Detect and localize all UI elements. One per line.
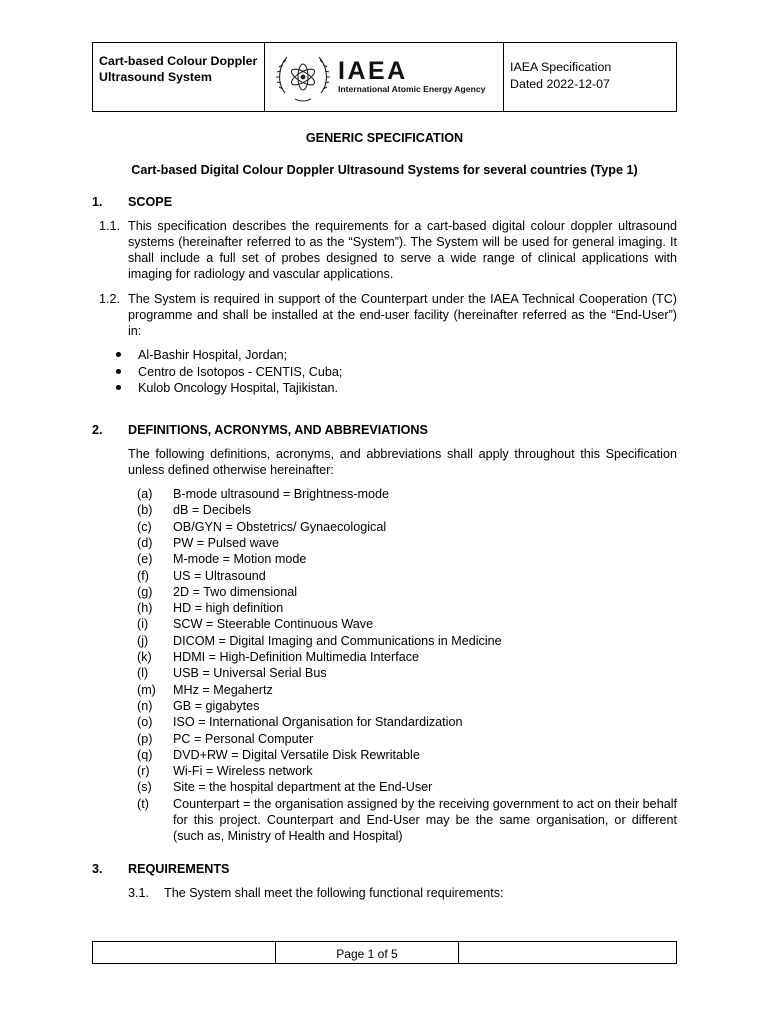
- definition-key: (n): [137, 698, 153, 713]
- definition-text: B-mode ultrasound = Brightness-mode: [173, 487, 389, 501]
- definition-key: (g): [137, 584, 153, 599]
- para-3-1-text: The System shall meet the following functional requirements:: [164, 886, 504, 900]
- definition-text: HD = high definition: [173, 601, 284, 616]
- definition-text: HDMI = High-Definition Multimedia Interface: [173, 650, 420, 664]
- bullet-icon: [116, 369, 121, 374]
- definition-text: Site = the hospital department at the End-User: [173, 780, 433, 795]
- iaea-atom-emblem-icon: [273, 47, 333, 107]
- definition-text: DICOM = Digital Imaging and Communications in Medicine: [173, 633, 502, 648]
- definition-text: dB = Decibels: [173, 503, 252, 518]
- para-1-1-text: This specification describes the requirements for a cart-based digital colour doppler ultrasound systems (hereinafter referred to as the “System”). The System will be used for general imaging. It shall include a full set of probes designed to serve a wide range of clinical applications with imaging for radiology and vascular applications.: [128, 219, 677, 281]
- definition-text: PC = Personal Computer: [173, 731, 314, 746]
- para-1-1-number: 1.1.: [99, 219, 121, 233]
- definition-text: ISO = International Organisation for Standardization: [173, 715, 463, 730]
- para-3-1-number: 3.1.: [128, 886, 150, 900]
- para-1-2-text: The System is required in support of the Counterpart under the IAEA Technical Cooperation (TC) programme and shall be installed at the end-user facility (hereinafter referred as the “End-User”) in:: [128, 292, 677, 338]
- definition-key: (m): [137, 682, 156, 697]
- spec-label: IAEA Specification: [510, 60, 612, 74]
- definition-key: (l): [137, 666, 149, 681]
- definition-text: Wi-Fi = Wireless network: [173, 764, 313, 779]
- footer-cell-left: [93, 942, 276, 963]
- definition-text: MHz = Megahertz: [173, 682, 273, 697]
- definition-key: (o): [137, 715, 153, 730]
- header-table: [92, 42, 677, 112]
- definition-text: DVD+RW = Digital Versatile Disk Rewritable: [173, 747, 420, 762]
- section-2-title: DEFINITIONS, ACRONYMS, AND ABBREVIATIONS: [128, 423, 428, 437]
- bullet-icon: [116, 352, 121, 357]
- section-3-title: REQUIREMENTS: [128, 862, 230, 876]
- header-spec-info: [504, 43, 676, 111]
- section-2-number: 2.: [92, 423, 103, 437]
- generic-spec-title: GENERIC SPECIFICATION: [305, 131, 464, 145]
- definition-key: (q): [137, 747, 153, 762]
- definition-key: (f): [137, 568, 149, 583]
- document-subtitle: Cart-based Digital Colour Doppler Ultrasound Systems for several countries (Type 1): [131, 163, 638, 177]
- section-1-number: 1.: [92, 195, 103, 209]
- logo-wordmark: IAEA: [338, 57, 408, 85]
- definition-key: (b): [137, 503, 153, 518]
- section-1-title: SCOPE: [128, 195, 173, 209]
- definition-text: US = Ultrasound: [173, 568, 266, 583]
- spec-date: Dated 2022-12-07: [510, 77, 610, 91]
- definition-text: USB = Universal Serial Bus: [173, 666, 327, 681]
- page-number: Page 1 of 5: [276, 942, 459, 963]
- definition-text: OB/GYN = Obstetrics/ Gynaecological: [173, 519, 387, 534]
- definition-key: (t): [137, 796, 149, 811]
- definition-text: Counterpart = the organisation assigned by the receiving government to act on their behalf for this project. Counterpart and End-User may be the same organisation, or different (such as, Ministry of Health and Hospital): [173, 796, 677, 843]
- footer-table: [92, 941, 677, 964]
- definition-key: (k): [137, 650, 152, 664]
- site-list-item: Al-Bashir Hospital, Jordan;: [138, 348, 288, 362]
- definition-text: GB = gigabytes: [173, 698, 260, 713]
- definition-text: M-mode = Motion mode: [173, 552, 307, 567]
- bullet-icon: [116, 385, 121, 390]
- definition-key: (j): [137, 633, 149, 648]
- definition-key: (i): [137, 617, 149, 632]
- section-2-intro: The following definitions, acronyms, and abbreviations shall apply throughout this Specification unless defined otherwise hereinafter:: [128, 447, 677, 477]
- header-doc-title: Cart-based Colour Doppler Ultrasound System: [93, 43, 265, 111]
- definition-text: PW = Pulsed wave: [173, 535, 280, 550]
- section-3-number: 3.: [92, 862, 103, 876]
- definition-text: 2D = Two dimensional: [173, 584, 298, 599]
- definition-text: SCW = Steerable Continuous Wave: [173, 617, 374, 632]
- iaea-logo: [265, 43, 504, 111]
- definition-key: (e): [137, 552, 153, 567]
- para-1-2-number: 1.2.: [99, 292, 121, 306]
- definition-key: (s): [137, 780, 152, 795]
- definition-key: (h): [137, 601, 153, 616]
- footer-cell-right: [459, 942, 676, 963]
- definition-key: (d): [137, 535, 153, 550]
- definition-key: (a): [137, 487, 153, 501]
- definition-key: (r): [137, 764, 150, 779]
- definition-key: (c): [137, 519, 152, 534]
- definition-key: (p): [137, 731, 153, 746]
- site-list-item: Centro de Isotopos - CENTIS, Cuba;: [138, 365, 343, 379]
- site-list-item: Kulob Oncology Hospital, Tajikistan.: [138, 381, 338, 395]
- logo-subtitle: International Atomic Energy Agency: [338, 84, 486, 94]
